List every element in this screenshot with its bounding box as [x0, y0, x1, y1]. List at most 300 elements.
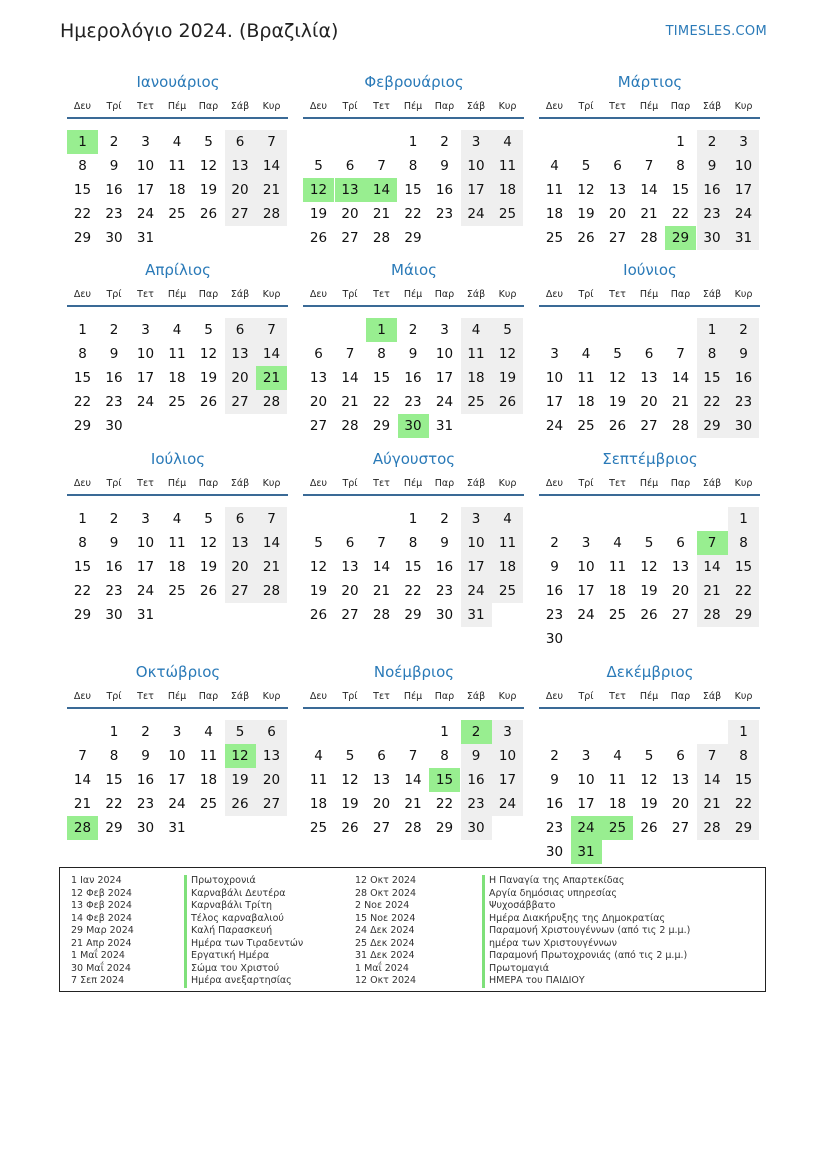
day-cell: 23 — [105, 583, 123, 599]
holiday-day-cell: 24 — [571, 816, 602, 840]
day-cell: 1 — [440, 724, 449, 740]
day-cell: 22 — [728, 792, 759, 816]
day-cell: 6 — [345, 535, 355, 551]
day-cell: 21 — [671, 394, 690, 410]
day-cell: 9 — [461, 744, 492, 768]
legend-holiday-name: Ημέρα των Τιραδεντών — [184, 938, 303, 951]
day-cell: 27 — [309, 418, 328, 434]
day-cell: 27 — [225, 202, 256, 226]
day-cell: 28 — [671, 418, 690, 434]
weekday-header: Κυρ — [498, 289, 517, 300]
day-cell: 19 — [640, 796, 658, 812]
day-cell: 23 — [435, 206, 454, 222]
day-cell: 14 — [697, 555, 728, 579]
day-cell: 5 — [581, 158, 591, 174]
day-cell: 17 — [136, 182, 155, 198]
weekday-header: Τετ — [137, 691, 154, 702]
day-cell: 23 — [105, 394, 123, 410]
day-cell: 13 — [309, 370, 328, 386]
day-cell: 28 — [256, 202, 287, 226]
day-cell: 2 — [109, 322, 119, 338]
day-cell: 1 — [408, 134, 418, 150]
day-cell: 6 — [644, 346, 654, 362]
day-cell: 5 — [644, 748, 654, 764]
day-cell: 29 — [404, 607, 422, 623]
day-cell: 21 — [372, 583, 391, 599]
month-name: Δεκέμβριος — [606, 663, 694, 681]
day-cell: 1 — [697, 318, 728, 342]
weekday-header: Παρ — [670, 691, 691, 702]
day-cell: 4 — [550, 158, 559, 174]
legend-date: 1 Μαΐ 2024 — [71, 950, 125, 961]
day-cell: 25 — [168, 394, 186, 410]
legend-holiday-name: Πρωτοχρονιά — [184, 875, 303, 888]
legend-left-names — [184, 875, 303, 988]
day-cell: 30 — [545, 844, 564, 860]
weekday-header: Πέμ — [167, 478, 187, 489]
weekday-header: Σάβ — [230, 289, 250, 300]
header-rule — [67, 707, 288, 709]
day-cell: 9 — [109, 535, 119, 551]
day-cell: 20 — [309, 394, 328, 410]
day-cell: 29 — [73, 607, 92, 623]
day-cell: 26 — [225, 792, 256, 816]
day-cell: 31 — [136, 230, 155, 246]
day-cell: 21 — [640, 206, 658, 222]
day-cell: 28 — [372, 230, 391, 246]
weekday-header: Τρί — [106, 478, 122, 489]
day-cell: 17 — [461, 178, 492, 202]
holiday-day-cell: 1 — [366, 318, 397, 342]
day-cell: 10 — [136, 535, 155, 551]
weekday-header: Σάβ — [466, 289, 486, 300]
day-cell: 8 — [109, 748, 119, 764]
day-cell: 5 — [225, 720, 256, 744]
day-cell: 9 — [141, 748, 150, 764]
holiday-day-cell: 29 — [665, 226, 696, 250]
day-cell: 24 — [136, 394, 155, 410]
legend-date: 1 Μαΐ 2024 — [355, 962, 409, 974]
day-cell: 23 — [404, 394, 422, 410]
day-cell: 18 — [461, 366, 492, 390]
day-cell: 4 — [204, 724, 213, 740]
weekday-header: Σάβ — [702, 478, 722, 489]
day-cell: 3 — [461, 507, 492, 531]
weekday-header: Δευ — [309, 691, 328, 702]
day-cell: 29 — [697, 414, 728, 438]
day-cell: 13 — [341, 559, 359, 575]
day-cell: 8 — [676, 158, 685, 174]
day-cell: 20 — [372, 796, 391, 812]
weekday-header: Σάβ — [702, 691, 722, 702]
day-cell: 18 — [608, 796, 627, 812]
month-name: Μάρτιος — [617, 73, 683, 91]
day-cell: 13 — [225, 531, 256, 555]
day-cell: 24 — [461, 202, 492, 226]
holiday-day-cell: 25 — [602, 816, 633, 840]
weekday-header: Τετ — [137, 289, 154, 300]
day-cell: 20 — [225, 555, 256, 579]
legend-date: 29 Μαρ 2024 — [71, 925, 134, 936]
day-cell: 5 — [345, 748, 355, 764]
month-name: Ιούλιος — [150, 450, 206, 468]
weekday-header: Δευ — [545, 478, 564, 489]
day-cell: 16 — [728, 366, 759, 390]
day-cell: 21 — [697, 579, 728, 603]
legend-date: 24 Δεκ 2024 — [355, 925, 415, 936]
day-cell: 9 — [550, 772, 559, 788]
holiday-day-cell: 12 — [303, 178, 334, 202]
weekday-header: Πέμ — [403, 691, 423, 702]
weekday-header: Παρ — [434, 289, 455, 300]
day-cell: 27 — [671, 607, 690, 623]
day-cell: 2 — [440, 134, 449, 150]
day-cell: 3 — [141, 134, 150, 150]
day-cell: 26 — [199, 583, 218, 599]
day-cell: 17 — [461, 555, 492, 579]
day-cell: 22 — [404, 583, 422, 599]
page-title: Ημερολόγιο 2024. (Βραζιλία) — [60, 20, 339, 42]
day-cell: 17 — [136, 370, 155, 386]
weekday-header: Σάβ — [230, 691, 250, 702]
day-cell: 26 — [492, 390, 523, 414]
day-cell: 3 — [550, 346, 559, 362]
day-cell: 22 — [671, 206, 690, 222]
legend-date: 2 Νοε 2024 — [355, 900, 410, 911]
day-cell: 31 — [728, 226, 759, 250]
holiday-day-cell: 1 — [67, 130, 98, 154]
weekday-header: Παρ — [434, 478, 455, 489]
day-cell: 7 — [345, 346, 355, 362]
day-cell: 22 — [73, 394, 92, 410]
weekday-header: Πέμ — [167, 101, 187, 112]
holiday-day-cell: 7 — [697, 531, 728, 555]
day-cell: 21 — [341, 394, 359, 410]
weekday-header: Τρί — [342, 478, 358, 489]
day-cell: 20 — [341, 206, 359, 222]
weekday-header: Τρί — [578, 101, 594, 112]
day-cell: 25 — [199, 796, 218, 812]
weekday-header: Τετ — [137, 101, 154, 112]
weekday-header: Παρ — [198, 691, 219, 702]
day-cell: 20 — [256, 768, 287, 792]
day-cell: 19 — [608, 394, 627, 410]
holiday-day-cell: 13 — [335, 178, 366, 202]
day-cell: 27 — [256, 792, 287, 816]
header-rule — [539, 305, 760, 307]
day-cell: 10 — [577, 772, 595, 788]
day-cell: 9 — [550, 559, 559, 575]
site-link[interactable]: TIMESLES.COM — [665, 24, 767, 39]
legend-holiday-name: Καρναβάλι Τρίτη — [184, 900, 303, 913]
day-cell: 3 — [581, 748, 591, 764]
weekday-header: Τρί — [106, 289, 122, 300]
weekday-header: Σάβ — [230, 478, 250, 489]
legend-date: 30 Μαΐ 2024 — [71, 962, 131, 974]
day-cell: 7 — [78, 748, 87, 764]
day-cell: 16 — [105, 182, 123, 198]
weekday-header: Πέμ — [403, 101, 423, 112]
legend-date: 12 Φεβ 2024 — [71, 887, 132, 899]
month-name: Σεπτέμβριος — [602, 450, 698, 468]
day-cell: 31 — [461, 603, 492, 627]
day-cell: 4 — [613, 535, 622, 551]
day-cell: 30 — [435, 607, 454, 623]
month-name: Απρίλιος — [145, 261, 211, 279]
header-rule — [539, 117, 760, 119]
holiday-day-cell: 15 — [429, 768, 460, 792]
day-cell: 6 — [613, 158, 622, 174]
day-cell: 23 — [697, 202, 728, 226]
day-cell: 25 — [608, 607, 627, 623]
month-name: Ιανουάριος — [136, 73, 220, 91]
day-cell: 14 — [341, 370, 359, 386]
day-cell: 21 — [256, 178, 287, 202]
day-cell: 15 — [728, 768, 759, 792]
legend-holiday-name: Παραμονή Πρωτοχρονιάς (από τις 2 μ.μ.) — [482, 950, 690, 963]
day-cell: 26 — [199, 206, 218, 222]
day-cell: 15 — [404, 182, 422, 198]
day-cell: 15 — [671, 182, 690, 198]
day-cell: 16 — [545, 583, 564, 599]
day-cell: 26 — [309, 230, 328, 246]
day-cell: 1 — [78, 511, 87, 527]
day-cell: 9 — [109, 158, 119, 174]
day-cell: 18 — [608, 583, 627, 599]
day-cell: 5 — [314, 535, 323, 551]
day-cell: 19 — [199, 370, 218, 386]
day-cell: 25 — [577, 418, 595, 434]
day-cell: 23 — [545, 607, 564, 623]
day-cell: 29 — [372, 418, 391, 434]
day-cell: 16 — [105, 370, 123, 386]
holiday-day-cell: 2 — [461, 720, 492, 744]
weekday-header: Σάβ — [466, 101, 486, 112]
day-cell: 10 — [435, 346, 454, 362]
month-name: Μάιος — [391, 261, 437, 279]
day-cell: 6 — [676, 535, 685, 551]
holiday-day-cell: 12 — [225, 744, 256, 768]
legend-date: 25 Δεκ 2024 — [355, 937, 415, 949]
day-cell: 14 — [697, 768, 728, 792]
header-rule — [303, 494, 524, 496]
legend-holiday-name: Σώμα του Χριστού — [184, 963, 303, 976]
day-cell: 16 — [545, 796, 564, 812]
weekday-header: Κυρ — [734, 289, 753, 300]
day-cell: 23 — [545, 820, 564, 836]
day-cell: 13 — [225, 154, 256, 178]
weekday-header: Τρί — [342, 101, 358, 112]
day-cell: 7 — [377, 158, 386, 174]
day-cell: 14 — [640, 182, 658, 198]
day-cell: 6 — [676, 748, 685, 764]
day-cell: 11 — [168, 535, 186, 551]
day-cell: 1 — [728, 507, 759, 531]
day-cell: 30 — [697, 226, 728, 250]
day-cell: 23 — [105, 206, 123, 222]
weekday-header: Δευ — [309, 101, 328, 112]
legend-holiday-name: Τέλος καρναβαλιού — [184, 913, 303, 926]
day-cell: 14 — [256, 531, 287, 555]
day-cell: 2 — [697, 130, 728, 154]
day-cell: 12 — [640, 772, 658, 788]
day-cell: 30 — [461, 816, 492, 840]
day-cell: 30 — [545, 631, 564, 647]
day-cell: 12 — [492, 342, 523, 366]
day-cell: 12 — [640, 559, 658, 575]
weekday-header: Δευ — [545, 289, 564, 300]
day-cell: 29 — [728, 603, 759, 627]
legend-date: 13 Φεβ 2024 — [71, 900, 132, 911]
legend-holiday-name: Εργατική Ημέρα — [184, 950, 303, 963]
day-cell: 15 — [73, 370, 92, 386]
month-name: Αύγουστος — [372, 450, 456, 468]
day-cell: 7 — [256, 318, 287, 342]
weekday-header: Κυρ — [734, 478, 753, 489]
day-cell: 6 — [225, 130, 256, 154]
day-cell: 9 — [440, 158, 449, 174]
day-cell: 14 — [671, 370, 690, 386]
day-cell: 18 — [168, 559, 186, 575]
day-cell: 26 — [199, 394, 218, 410]
day-cell: 19 — [309, 206, 328, 222]
weekday-header: Πέμ — [167, 289, 187, 300]
weekday-header: Τετ — [373, 478, 390, 489]
weekday-header: Κυρ — [498, 101, 517, 112]
day-cell: 10 — [461, 531, 492, 555]
weekday-header: Παρ — [434, 691, 455, 702]
header-rule — [67, 305, 288, 307]
legend-left-dates — [71, 875, 134, 988]
legend-holiday-name: Καλή Παρασκευή — [184, 925, 303, 938]
legend-date: 12 Οκτ 2024 — [355, 975, 417, 986]
day-cell: 20 — [671, 796, 690, 812]
day-cell: 13 — [225, 342, 256, 366]
day-cell: 6 — [225, 318, 256, 342]
day-cell: 30 — [105, 230, 123, 246]
day-cell: 16 — [461, 768, 492, 792]
legend-holiday-name: Ψυχοσάββατο — [482, 900, 690, 913]
day-cell: 27 — [225, 579, 256, 603]
day-cell: 16 — [697, 178, 728, 202]
day-cell: 20 — [225, 178, 256, 202]
day-cell: 21 — [73, 796, 92, 812]
month-name: Ιούνιος — [623, 261, 677, 279]
weekday-header: Σάβ — [702, 101, 722, 112]
day-cell: 10 — [545, 370, 564, 386]
day-cell: 7 — [697, 744, 728, 768]
day-cell: 11 — [608, 559, 627, 575]
month-name: Φεβρουάριος — [364, 73, 464, 91]
day-cell: 22 — [728, 579, 759, 603]
legend-holiday-name: ΗΜΕΡΑ του ΠΑΙΔΙΟΥ — [482, 975, 690, 988]
day-cell: 26 — [640, 607, 658, 623]
day-cell: 10 — [728, 154, 759, 178]
day-cell: 21 — [372, 206, 391, 222]
day-cell: 24 — [136, 206, 155, 222]
weekday-header: Κυρ — [734, 101, 753, 112]
day-cell: 19 — [577, 206, 595, 222]
day-cell: 7 — [676, 346, 685, 362]
day-cell: 14 — [256, 342, 287, 366]
day-cell: 4 — [314, 748, 323, 764]
weekday-header: Δευ — [545, 691, 564, 702]
day-cell: 19 — [640, 583, 658, 599]
day-cell: 8 — [78, 346, 87, 362]
day-cell: 21 — [697, 792, 728, 816]
day-cell: 17 — [545, 394, 564, 410]
day-cell: 10 — [492, 744, 523, 768]
day-cell: 18 — [309, 796, 328, 812]
day-cell: 2 — [109, 134, 119, 150]
day-cell: 11 — [461, 342, 492, 366]
header-rule — [303, 707, 524, 709]
day-cell: 22 — [372, 394, 391, 410]
day-cell: 4 — [492, 130, 523, 154]
day-cell: 29 — [404, 230, 422, 246]
day-cell: 1 — [728, 720, 759, 744]
day-cell: 24 — [728, 202, 759, 226]
day-cell: 2 — [109, 511, 119, 527]
weekday-header: Δευ — [545, 101, 564, 112]
day-cell: 31 — [435, 418, 454, 434]
day-cell: 12 — [309, 559, 328, 575]
weekday-header: Σάβ — [702, 289, 722, 300]
day-cell: 10 — [577, 559, 595, 575]
day-cell: 4 — [492, 507, 523, 531]
weekday-header: Τρί — [578, 289, 594, 300]
weekday-header: Πέμ — [639, 478, 659, 489]
weekday-header: Δευ — [73, 478, 92, 489]
day-cell: 24 — [545, 418, 564, 434]
day-cell: 11 — [168, 346, 186, 362]
day-cell: 4 — [172, 322, 182, 338]
day-cell: 5 — [314, 158, 323, 174]
weekday-header: Τρί — [106, 691, 122, 702]
day-cell: 13 — [608, 182, 627, 198]
day-cell: 24 — [577, 607, 595, 623]
day-cell: 13 — [372, 772, 391, 788]
day-cell: 25 — [545, 230, 564, 246]
weekday-header: Τρί — [578, 691, 594, 702]
day-cell: 18 — [492, 555, 523, 579]
header-rule — [539, 494, 760, 496]
day-cell: 22 — [105, 796, 123, 812]
day-cell: 19 — [199, 182, 218, 198]
day-cell: 21 — [256, 555, 287, 579]
day-cell: 2 — [550, 748, 559, 764]
day-cell: 21 — [404, 796, 422, 812]
day-cell: 15 — [372, 370, 391, 386]
day-cell: 3 — [141, 322, 150, 338]
weekday-header: Τρί — [342, 289, 358, 300]
day-cell: 28 — [256, 579, 287, 603]
legend-holiday-name: Ημέρα ανεξαρτησίας — [184, 975, 303, 988]
day-cell: 6 — [256, 720, 287, 744]
day-cell: 20 — [640, 394, 658, 410]
day-cell: 12 — [341, 772, 359, 788]
day-cell: 29 — [73, 418, 92, 434]
weekday-header: Πέμ — [639, 691, 659, 702]
day-cell: 11 — [309, 772, 328, 788]
day-cell: 26 — [608, 418, 627, 434]
weekday-header: Τετ — [373, 101, 390, 112]
day-cell: 25 — [168, 206, 186, 222]
holiday-legend — [59, 867, 766, 992]
weekday-header: Σάβ — [230, 101, 250, 112]
weekday-header: Τρί — [342, 691, 358, 702]
day-cell: 1 — [109, 724, 119, 740]
